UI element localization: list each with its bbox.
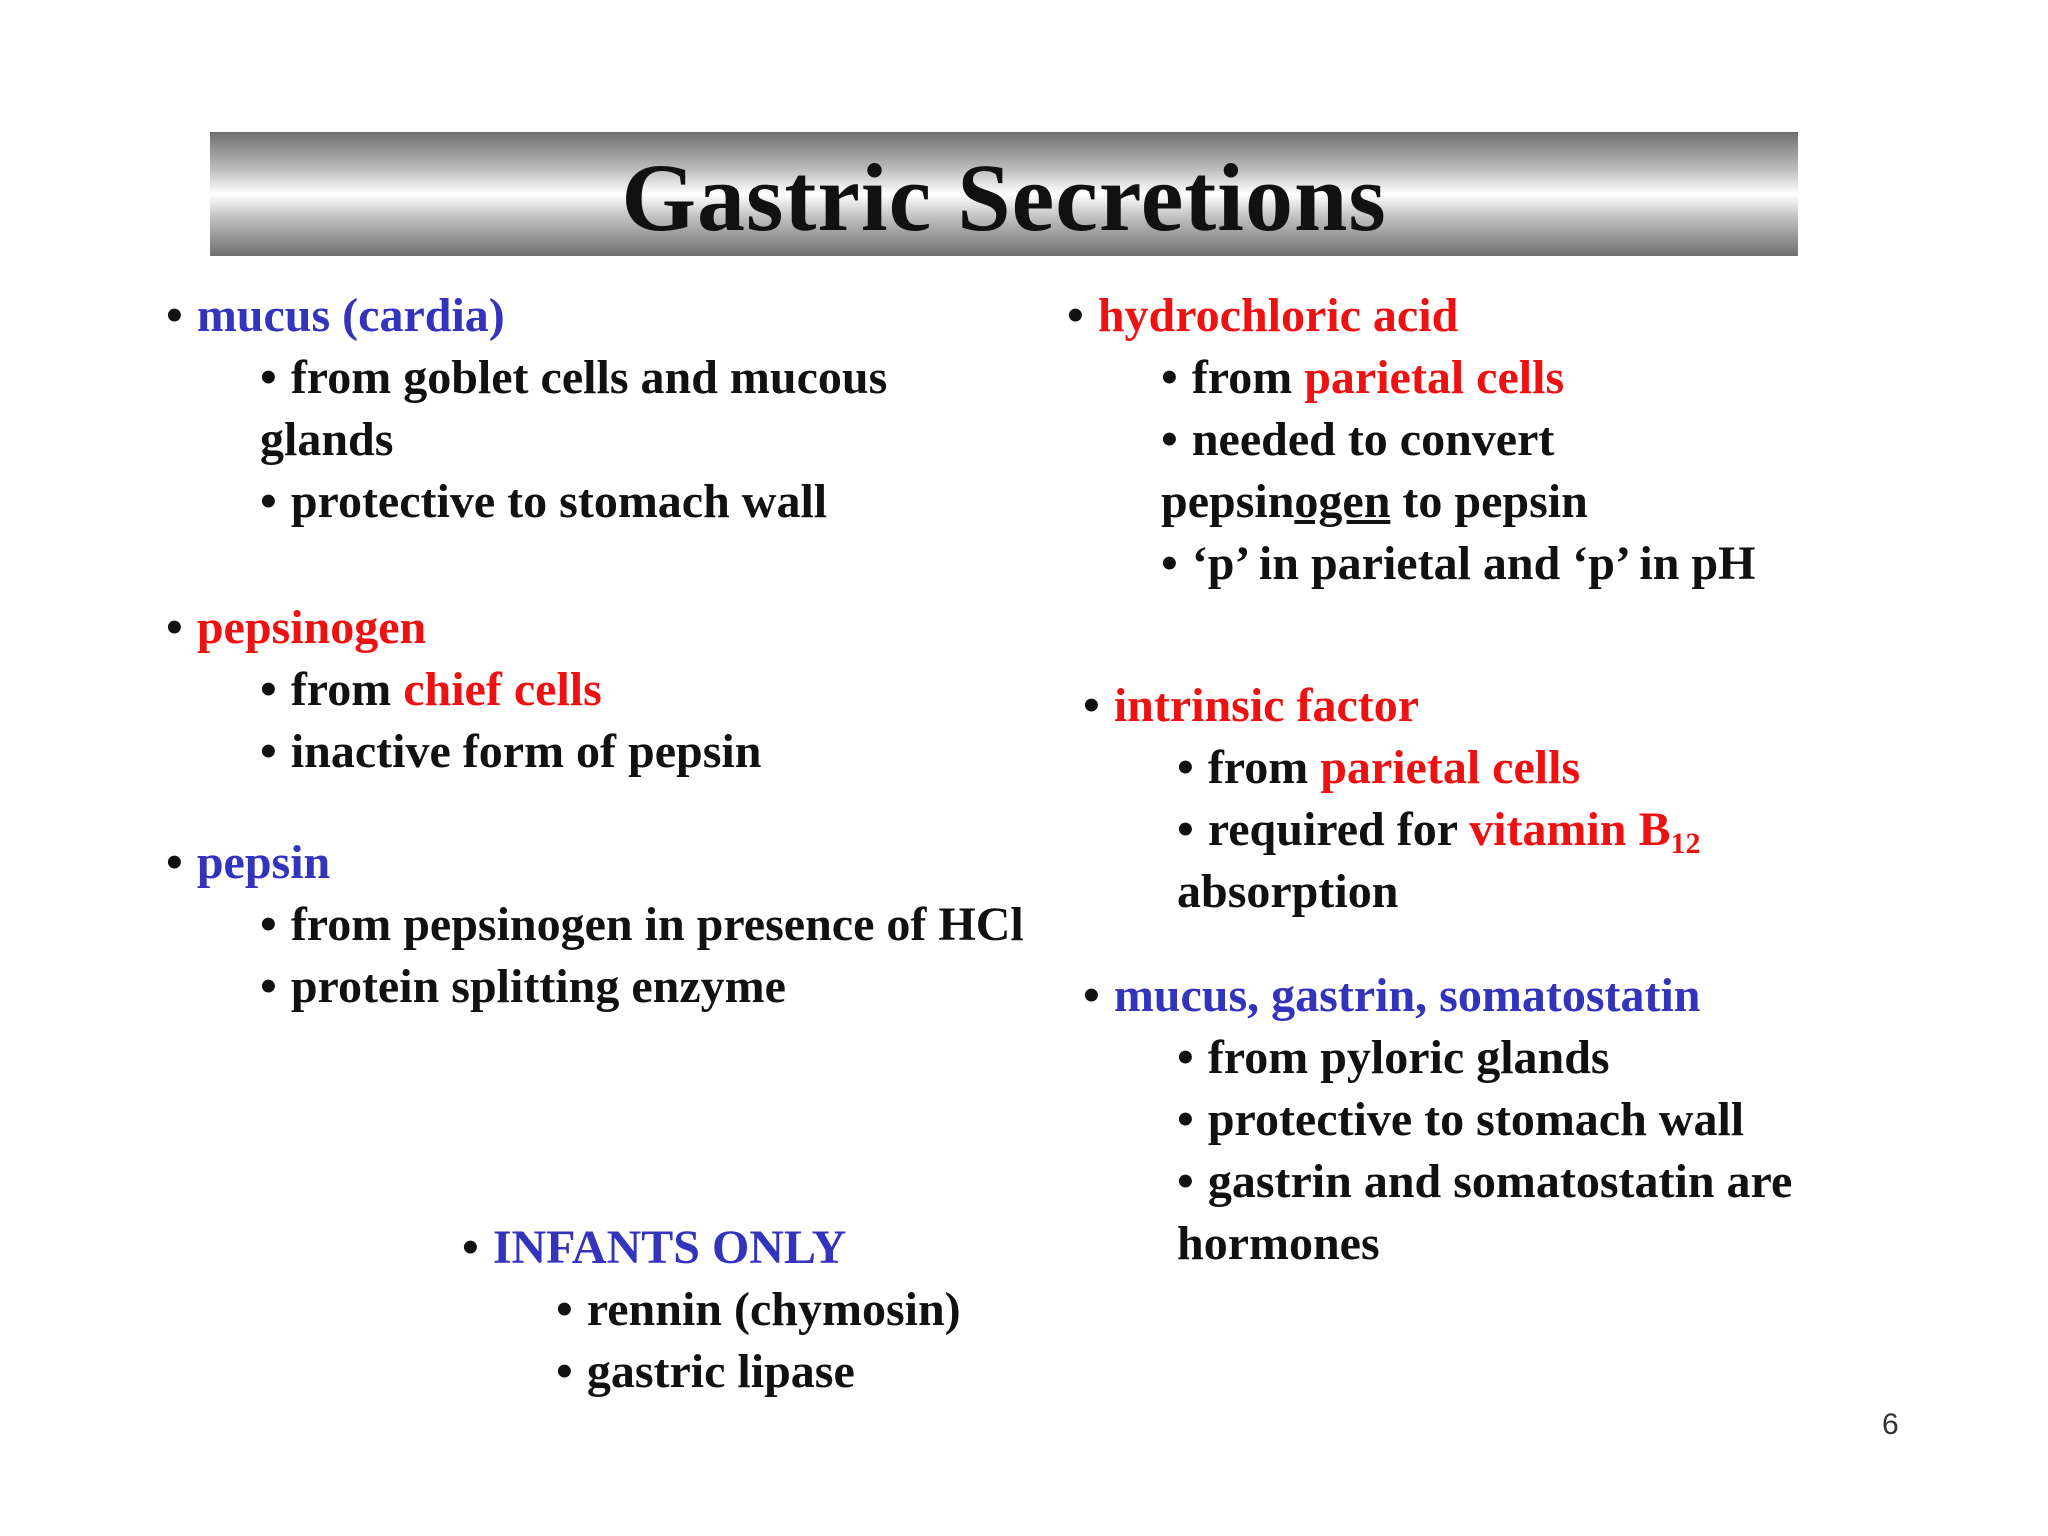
intrinsic-item-1-prefix: from xyxy=(1207,741,1321,794)
intrinsic-factor-heading: intrinsic factor xyxy=(1113,679,1420,732)
infants-item-2: gastric lipase xyxy=(586,1345,855,1398)
mucus-heading: mucus (cardia) xyxy=(196,289,505,342)
hcl-item-2-underline: ogen xyxy=(1294,475,1391,528)
page-number: 6 xyxy=(1882,1408,1899,1441)
pepsin-heading: pepsin xyxy=(196,836,331,889)
infants-item-1: rennin (chymosin) xyxy=(586,1283,961,1336)
page-title: Gastric Secretions xyxy=(621,144,1387,251)
mucus-item-1: from goblet cells and mucous glands xyxy=(260,351,888,466)
pepsinogen-item-1-highlight: chief cells xyxy=(403,663,602,716)
pepsin-section: • pepsin • from pepsinogen in presence of HCl • protein splitting enzyme xyxy=(166,836,1024,1013)
intrinsic-item-2-highlight: vitamin B xyxy=(1469,803,1671,856)
pyloric-item-3: gastrin and somatostatin are hormones xyxy=(1177,1155,1793,1270)
intrinsic-item-2-suffix: absorption xyxy=(1177,865,1399,918)
infants-heading: INFANTS ONLY xyxy=(492,1221,847,1274)
pepsinogen-item-2: inactive form of pepsin xyxy=(290,725,762,778)
hcl-item-2-part-b: to pepsin xyxy=(1390,475,1588,528)
pyloric-item-1: from pyloric glands xyxy=(1207,1031,1610,1084)
hcl-item-1-prefix: from xyxy=(1191,351,1305,404)
intrinsic-item-1-highlight: parietal cells xyxy=(1320,741,1581,794)
mucus-section: • mucus (cardia) • from goblet cells and mucous glands • protective to stomach wall xyxy=(166,289,888,528)
pyloric-heading: mucus, gastrin, somatostatin xyxy=(1113,969,1701,1022)
intrinsic-item-2-subscript: 12 xyxy=(1670,827,1701,860)
hcl-section: • hydrochloric acid • from parietal cells • needed to convert pepsinogen to pepsin • ‘p’ in parietal and ‘p’ in pH xyxy=(1067,289,1756,590)
mucus-item-2: protective to stomach wall xyxy=(290,475,828,528)
title-bar xyxy=(210,132,1798,256)
intrinsic-item-2-prefix: required for xyxy=(1207,803,1470,856)
intrinsic-factor-section: • intrinsic factor • from parietal cells • required for vitamin $B_{12}$ absorption xyxy=(1083,679,1701,918)
pepsinogen-item-1-prefix: from xyxy=(290,663,404,716)
pepsinogen-section: • pepsinogen • from chief cells • inactive form of pepsin xyxy=(166,601,762,778)
hcl-heading: hydrochloric acid xyxy=(1097,289,1459,342)
pepsin-item-2: protein splitting enzyme xyxy=(290,960,786,1013)
hcl-item-3: ‘p’ in parietal and ‘p’ in pH xyxy=(1191,537,1756,590)
pepsinogen-heading: pepsinogen xyxy=(196,601,427,654)
infants-section: • INFANTS ONLY • rennin (chymosin) • gastric lipase xyxy=(462,1221,961,1398)
pepsin-item-1: from pepsinogen in presence of HCl xyxy=(290,898,1024,951)
pyloric-item-2: protective to stomach wall xyxy=(1207,1093,1745,1146)
pyloric-section: • mucus, gastrin, somatostatin • from pyloric glands • protective to stomach wall • gastrin and somatostatin are hormones xyxy=(1083,969,1793,1270)
hcl-item-1-highlight: parietal cells xyxy=(1304,351,1565,404)
hcl-item-2-part-a: needed to convert pepsin xyxy=(1161,413,1555,528)
bullet: • xyxy=(166,289,183,342)
